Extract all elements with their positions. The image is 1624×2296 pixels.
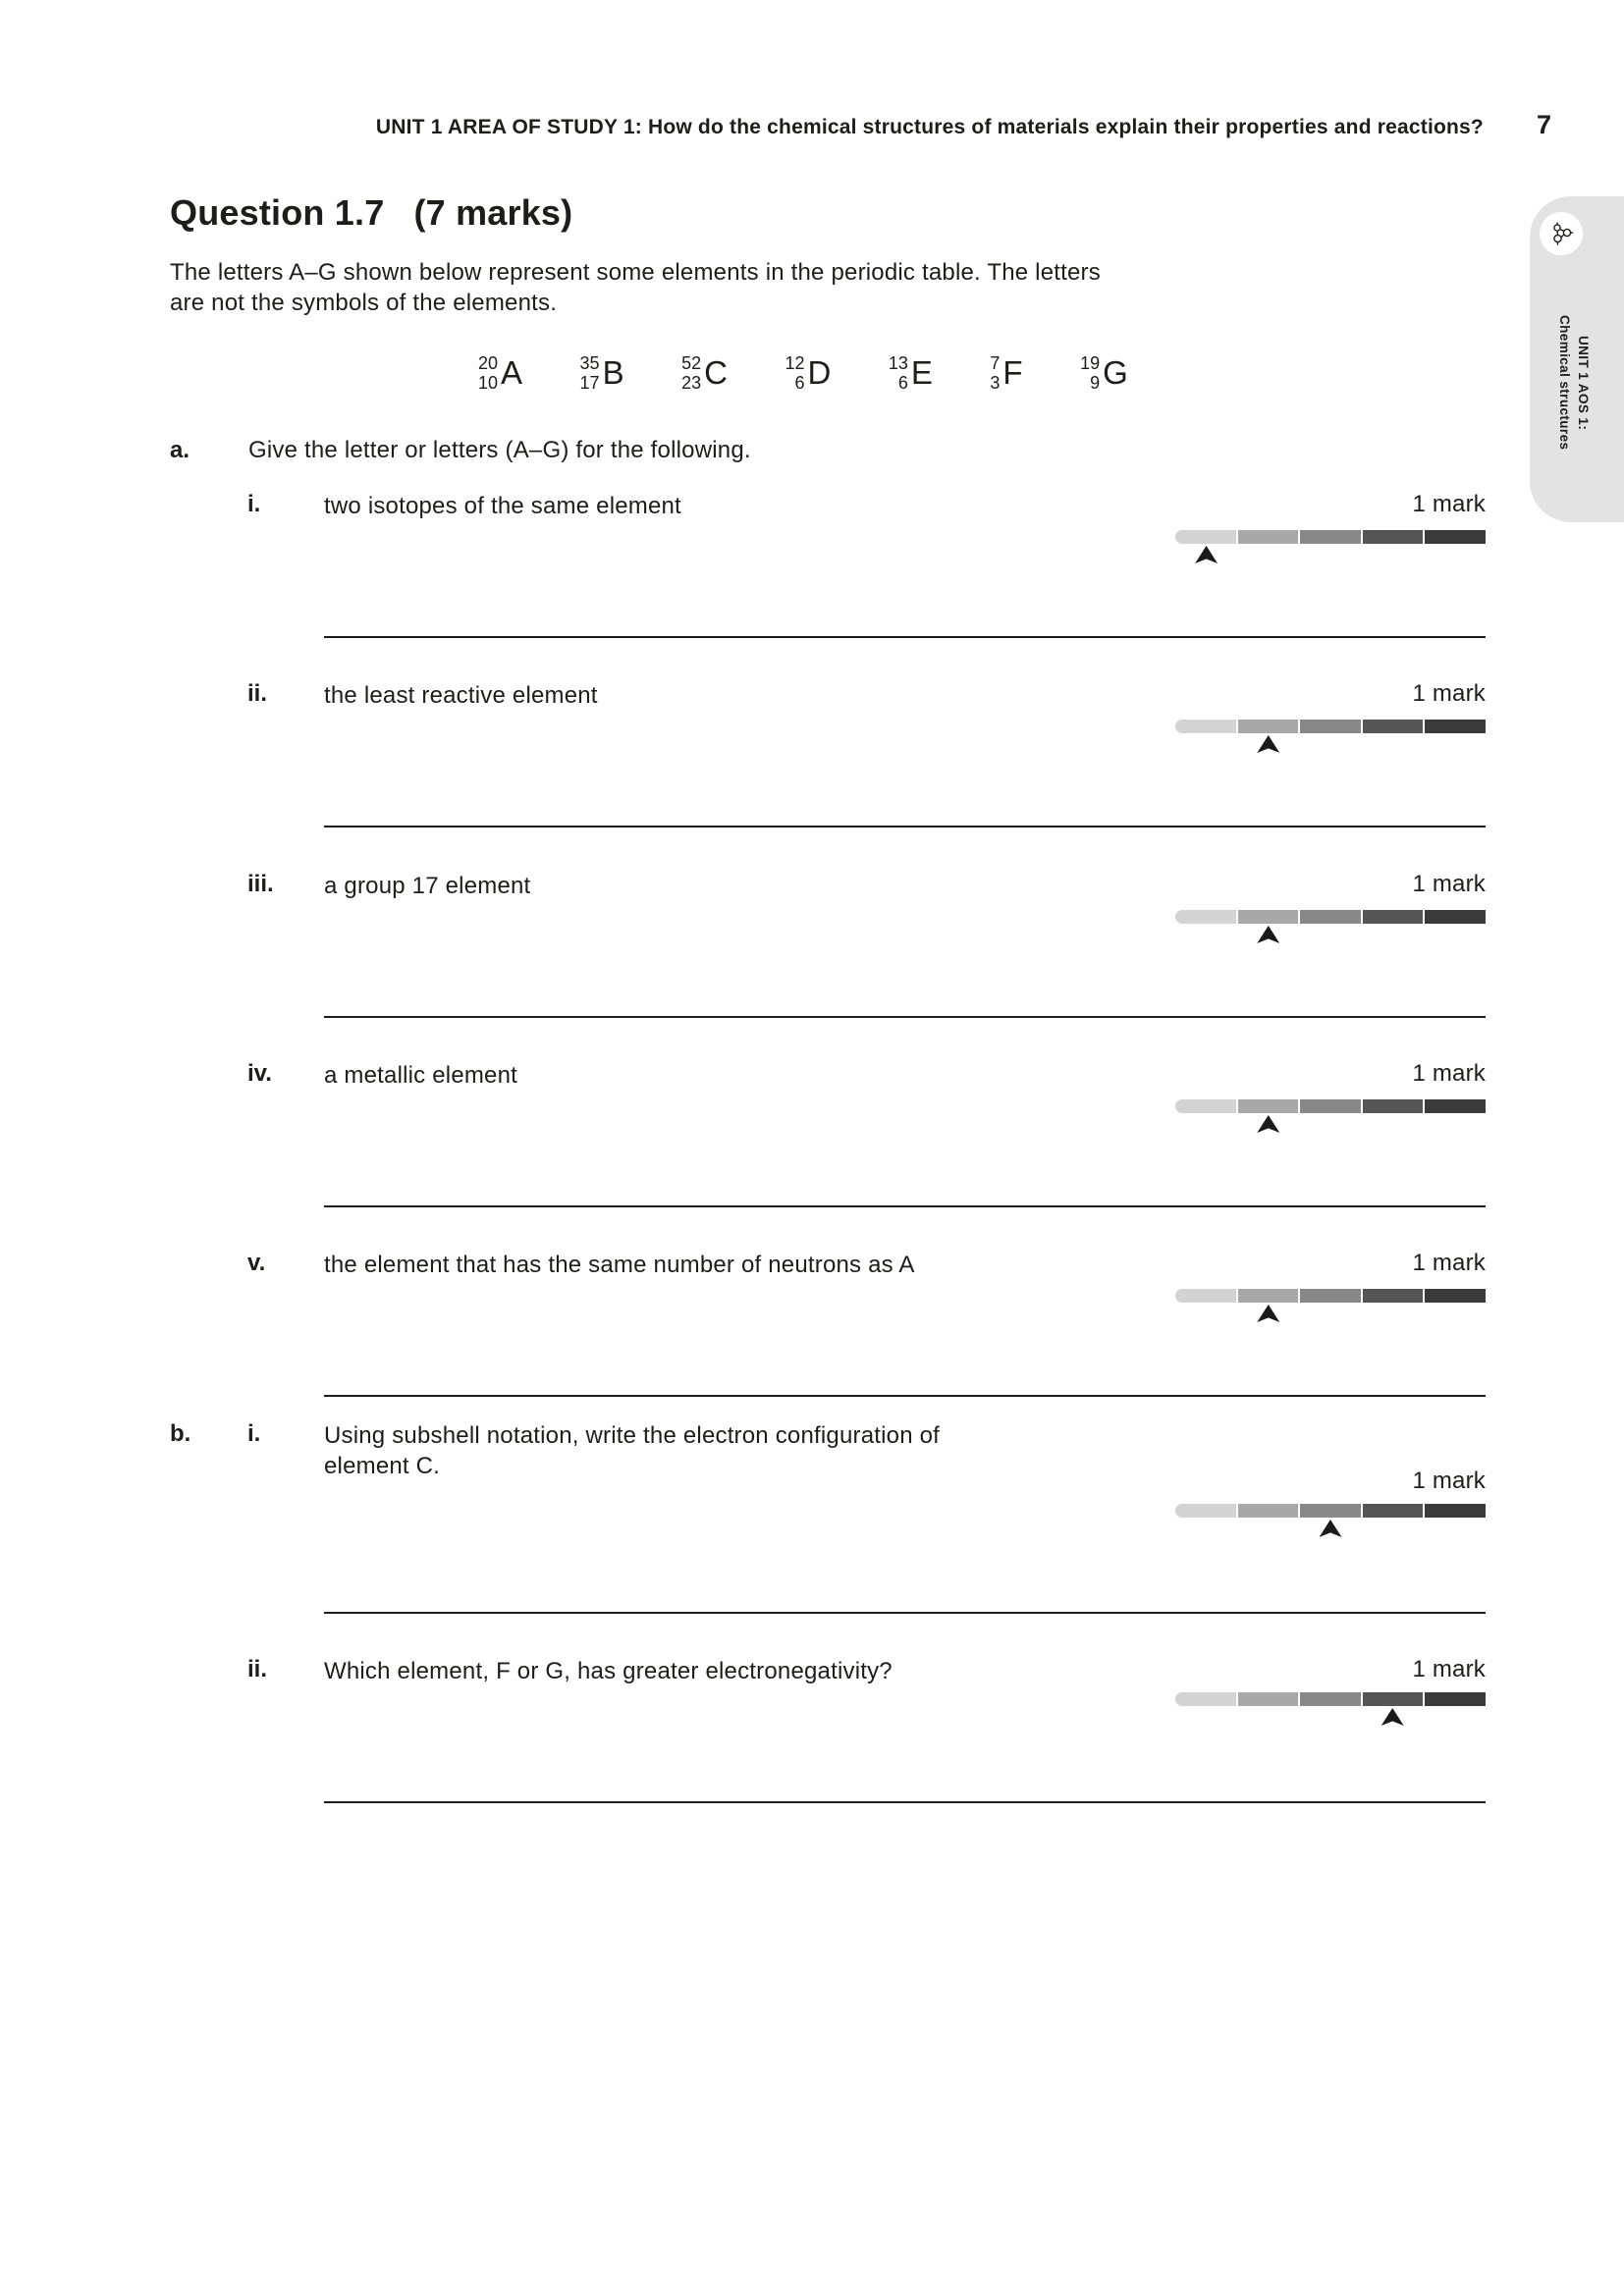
item-text: Using subshell notation, write the electron configuration of element C. (324, 1422, 941, 1479)
marks-label: 1 mark (1412, 491, 1486, 517)
item-label: ii. (247, 1656, 268, 1682)
question-item-b-ii (170, 1656, 1486, 1813)
element-symbol: B (602, 354, 625, 391)
atomic-number: 3 (990, 373, 1001, 393)
part-a-label: a. (170, 437, 190, 463)
difficulty-meter (1175, 1692, 1486, 1706)
atomic-number: 6 (794, 373, 805, 393)
marks-label: 1 mark (1412, 871, 1486, 897)
answer-line (324, 1205, 1486, 1207)
element-symbol: D (807, 354, 832, 391)
question-item-a-ii (170, 680, 1486, 837)
mass-number: 13 (888, 353, 908, 373)
atomic-number: 17 (579, 373, 600, 393)
marks-label: 1 mark (1412, 680, 1486, 707)
atomic-number: 9 (1090, 373, 1101, 393)
question-marks-total: (7 marks) (413, 192, 573, 233)
atomic-number: 23 (681, 373, 702, 393)
item-label: i. (247, 1420, 261, 1447)
difficulty-meter (1175, 1099, 1486, 1113)
isotope-notation-row (478, 353, 1128, 393)
page-header (376, 110, 1551, 140)
isotope-E (889, 353, 934, 393)
answer-line (324, 1016, 1486, 1018)
intro-line-2: are not the symbols of the elements. (170, 290, 558, 316)
difficulty-pointer (1320, 1520, 1342, 1537)
question-item-a-iv (170, 1060, 1486, 1217)
item-label: iii. (247, 871, 274, 897)
isotope-D (785, 353, 831, 393)
answer-line (324, 636, 1486, 638)
isotope-C (681, 353, 728, 393)
isotope-A (478, 353, 523, 393)
question-item-b-i (170, 1420, 1486, 1627)
marks-label: 1 mark (1412, 1468, 1486, 1494)
difficulty-meter (1175, 720, 1486, 733)
page-number: 7 (1536, 110, 1551, 139)
marks-label: 1 mark (1412, 1250, 1486, 1276)
difficulty-pointer (1257, 926, 1279, 943)
tab-vertical-text (1549, 291, 1593, 475)
running-header: UNIT 1 AREA OF STUDY 1: How do the chemical structures of materials explain their properties and reactions? (375, 116, 1484, 138)
element-symbol: A (501, 354, 523, 391)
item-label: iv. (247, 1060, 272, 1087)
question-item-a-v (170, 1250, 1486, 1407)
mass-number: 19 (1080, 353, 1101, 373)
item-label: i. (247, 491, 261, 517)
question-intro (170, 257, 1101, 318)
isotope-B (580, 353, 625, 393)
difficulty-meter (1175, 1504, 1486, 1518)
difficulty-meter (1175, 910, 1486, 924)
element-symbol: G (1103, 354, 1129, 391)
chapter-side-tab (1530, 196, 1624, 522)
element-symbol: E (910, 354, 934, 391)
element-symbol: F (1002, 354, 1024, 391)
isotope-G (1080, 353, 1128, 393)
answer-line (324, 1395, 1486, 1397)
answer-line (324, 826, 1486, 828)
item-text: the element that has the same number of neutrons as A (324, 1252, 915, 1278)
item-label: v. (247, 1250, 266, 1276)
atomic-number: 10 (478, 373, 499, 393)
difficulty-pointer (1195, 546, 1218, 563)
intro-line-1: The letters A–G shown below represent some elements in the periodic table. The letters (170, 259, 1101, 286)
difficulty-pointer (1257, 735, 1279, 753)
difficulty-pointer (1257, 1305, 1279, 1322)
tab-line-2: Chemical structures (1557, 315, 1572, 451)
question-item-a-i (170, 491, 1486, 648)
molecule-icon (1548, 221, 1575, 247)
item-text: the least reactive element (324, 682, 598, 709)
mass-number: 12 (785, 353, 805, 373)
question-item-a-iii (170, 871, 1486, 1028)
answer-line (324, 1612, 1486, 1614)
difficulty-meter (1175, 1289, 1486, 1303)
tab-line-1: UNIT 1 AOS 1: (1576, 335, 1591, 431)
item-text: a group 17 element (324, 873, 531, 899)
difficulty-pointer (1381, 1708, 1404, 1726)
difficulty-meter (1175, 530, 1486, 544)
part-b-label: b. (170, 1420, 191, 1447)
element-symbol: C (704, 354, 729, 391)
marks-label: 1 mark (1412, 1060, 1486, 1087)
answer-line (324, 1801, 1486, 1803)
part-a-heading (170, 437, 1486, 466)
mass-number: 52 (681, 353, 702, 373)
mass-number: 7 (990, 353, 1001, 373)
tab-icon-circle (1540, 212, 1583, 255)
part-a-prompt: Give the letter or letters (A–G) for the following. (248, 437, 751, 463)
item-text: Which element, F or G, has greater electronegativity? (324, 1658, 893, 1684)
item-text: two isotopes of the same element (324, 493, 681, 519)
mass-number: 35 (579, 353, 600, 373)
question-number: Question 1.7 (170, 192, 385, 233)
marks-label: 1 mark (1412, 1656, 1486, 1682)
item-label: ii. (247, 680, 268, 707)
isotope-F (990, 353, 1023, 393)
item-text: a metallic element (324, 1062, 518, 1089)
difficulty-pointer (1257, 1115, 1279, 1133)
mass-number: 20 (478, 353, 499, 373)
question-title (170, 192, 572, 234)
atomic-number: 6 (897, 373, 908, 393)
